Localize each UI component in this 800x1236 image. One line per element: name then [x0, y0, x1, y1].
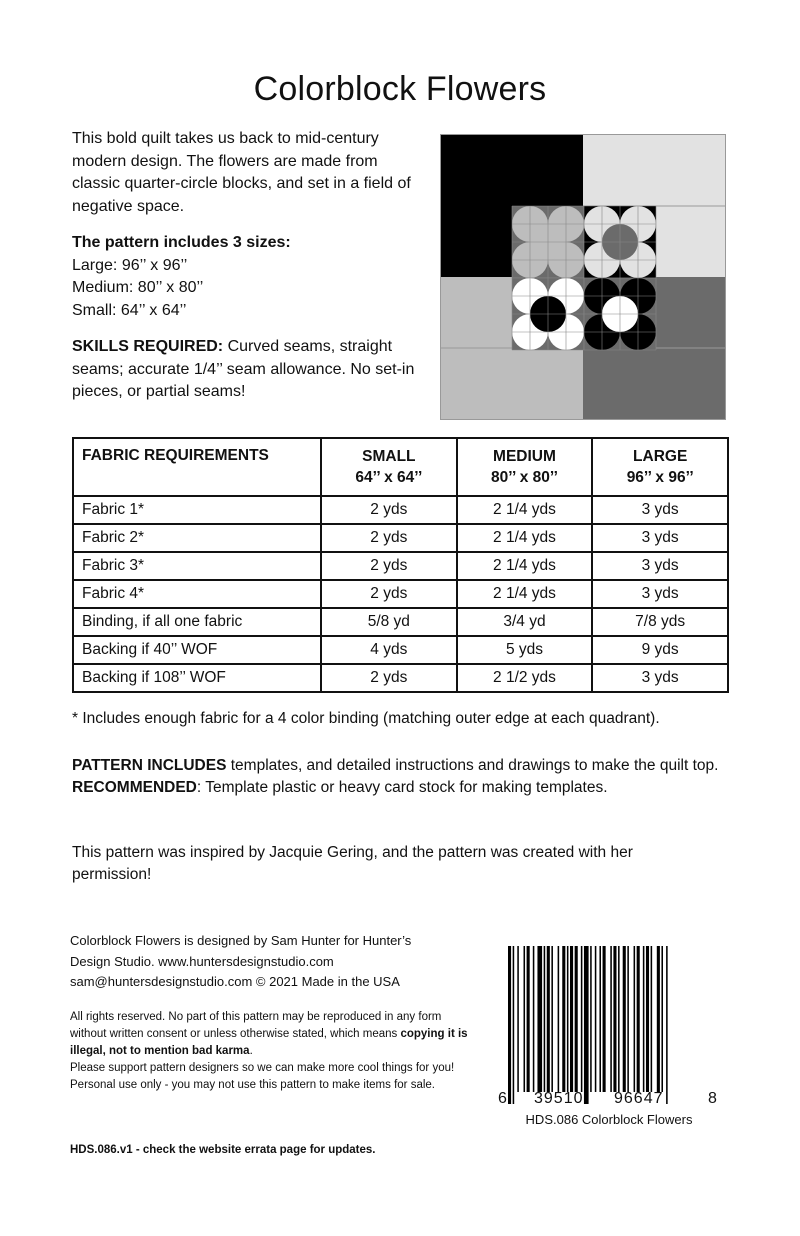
cell-small: 2 yds: [321, 580, 457, 608]
skills-block: [72, 336, 422, 404]
skills-label: SKILLS REQUIRED:: [72, 338, 224, 355]
rights-bold: copying it is illegal, not to mention bad karma: [70, 1028, 468, 1057]
size-small: Small: 64’’ x 64’’: [72, 301, 187, 319]
cell-small: 4 yds: [321, 636, 457, 664]
table-row: [73, 580, 728, 608]
barcode-group-2: 96647: [614, 1090, 664, 1107]
cell-medium: 2 1/4 yds: [457, 524, 593, 552]
barcode-bar: [634, 946, 636, 1092]
quilt-block: [583, 348, 725, 419]
barcode-bar: [562, 946, 565, 1092]
barcode-digit-last: 8: [708, 1090, 717, 1107]
row-label: Backing if 108’’ WOF: [73, 664, 321, 692]
fabric-requirements-table: [72, 437, 729, 693]
row-label: Binding, if all one fabric: [73, 608, 321, 636]
rights-line: Personal use only - you may not use this pattern to make items for sale.: [70, 1079, 435, 1091]
barcode-bar: [618, 946, 620, 1092]
barcode-bar: [627, 946, 629, 1092]
row-label: Fabric 1*: [73, 496, 321, 524]
barcode-bar: [547, 946, 550, 1092]
barcode-bar: [533, 946, 535, 1092]
page-title: Colorblock Flowers: [253, 70, 547, 108]
row-label: Backing if 40’’ WOF: [73, 636, 321, 664]
barcode-caption: HDS.086 Colorblock Flowers: [525, 1112, 693, 1127]
table-header-row: [73, 438, 728, 496]
barcode-bar: [508, 946, 511, 1104]
row-label: Fabric 3*: [73, 552, 321, 580]
inspired-note: This pattern was inspired by Jacquie Gering, and the pattern was created with her permission!: [72, 844, 633, 883]
cell-medium: 5 yds: [457, 636, 593, 664]
row-label: Fabric 2*: [73, 524, 321, 552]
recommended-text: : Template plastic or heavy card stock for making templates.: [196, 779, 608, 796]
recommended-line: [72, 777, 752, 799]
quilt-block: [441, 348, 583, 419]
rights-notice: [70, 1009, 480, 1094]
cell-small: 2 yds: [321, 496, 457, 524]
cell-small: 2 yds: [321, 552, 457, 580]
version-note: HDS.086.v1 - check the website errata page for updates.: [70, 1144, 376, 1156]
description: This bold quilt takes us back to mid-century modern design. The flowers are made from classic quarter-circle blocks, and set in a field of negative space.: [72, 130, 411, 215]
barcode-bar: [527, 946, 530, 1092]
barcode-bar: [637, 946, 640, 1092]
cell-large: 3 yds: [592, 580, 728, 608]
table-row: [73, 608, 728, 636]
barcode-bar: [558, 946, 560, 1092]
recommended-label: RECOMMENDED: [72, 779, 197, 796]
barcode-bar: [581, 946, 583, 1092]
quilt-block: [583, 135, 725, 206]
cell-medium: 2 1/4 yds: [457, 496, 593, 524]
barcode-bar: [544, 946, 546, 1092]
barcode-bar: [651, 946, 653, 1092]
header-small: SMALL 64’’ x 64’’: [321, 438, 457, 496]
cell-medium: 2 1/2 yds: [457, 664, 593, 692]
quilt-illustration: [440, 134, 726, 420]
barcode-bar: [551, 946, 553, 1092]
barcode-bar: [575, 946, 578, 1092]
cell-large: 3 yds: [592, 664, 728, 692]
cell-large: 3 yds: [592, 496, 728, 524]
barcode-bar: [537, 946, 542, 1092]
barcode-bar: [603, 946, 606, 1092]
barcode-group-1: 39510: [534, 1090, 584, 1107]
cell-medium: 2 1/4 yds: [457, 580, 593, 608]
cell-small: 2 yds: [321, 524, 457, 552]
barcode-bar: [613, 946, 616, 1092]
barcode-bar: [584, 946, 589, 1104]
barcode-bar: [513, 946, 515, 1104]
cell-large: 3 yds: [592, 524, 728, 552]
barcode-bar: [517, 946, 519, 1092]
barcode-bar: [570, 946, 573, 1092]
footnote: * Includes enough fabric for a 4 color binding (matching outer edge at each quadrant).: [72, 710, 660, 727]
barcode-bar: [595, 946, 597, 1092]
intro-section: [72, 128, 422, 418]
barcode-bar: [524, 946, 526, 1092]
barcode-bar: [666, 946, 668, 1104]
includes-text: templates, and detailed instructions and drawings to make the quilt top.: [226, 757, 719, 774]
includes-label: PATTERN INCLUDES: [72, 757, 227, 774]
quilt-svg: [441, 135, 725, 419]
cell-small: 5/8 yd: [321, 608, 457, 636]
table-row: [73, 664, 728, 692]
cell-small: 2 yds: [321, 664, 457, 692]
credit-line: sam@huntersdesignstudio.com © 2021 Made in the USA: [70, 974, 400, 989]
credit-line: Colorblock Flowers is designed by Sam Hunter for Hunter’s: [70, 933, 412, 948]
barcode-bar: [657, 946, 660, 1092]
barcode: [496, 946, 722, 1136]
table-row: [73, 552, 728, 580]
header-fabric-requirements: FABRIC REQUIREMENTS: [73, 438, 321, 496]
header-large: LARGE 96’’ x 96’’: [592, 438, 728, 496]
size-medium: Medium: 80’’ x 80’’: [72, 279, 204, 296]
row-label: Fabric 4*: [73, 580, 321, 608]
header-medium: MEDIUM 80’’ x 80’’: [457, 438, 593, 496]
size-large: Large: 96’’ x 96’’: [72, 256, 188, 274]
barcode-bar: [623, 946, 626, 1092]
cell-large: 7/8 yds: [592, 608, 728, 636]
rights-line: Please support pattern designers so we can make more cool things for you!: [70, 1062, 455, 1074]
cell-medium: 2 1/4 yds: [457, 552, 593, 580]
rights-line: All rights reserved. No part of this pattern may be reproduced in any form without written consent or unless otherwise stated, which means copying it is illegal, not to mention bad karma.: [70, 1011, 468, 1057]
table-row: [73, 524, 728, 552]
skills-text: Curved seams, straight seams; accurate 1/4’’ seam allowance. No set-in pieces, or partial seams!: [72, 338, 415, 400]
pattern-includes: [72, 755, 752, 799]
barcode-bar: [599, 946, 601, 1092]
includes-line: [72, 755, 752, 777]
barcode-bar: [661, 946, 663, 1092]
barcode-digit-first: 6: [498, 1090, 507, 1107]
credit-line: Design Studio. www.huntersdesignstudio.com: [70, 953, 334, 969]
barcode-bar: [646, 946, 649, 1092]
cell-medium: 3/4 yd: [457, 608, 593, 636]
barcode-bar: [610, 946, 612, 1092]
barcode-bar: [643, 946, 645, 1092]
cell-large: 3 yds: [592, 552, 728, 580]
table-row: [73, 636, 728, 664]
sizes-heading: The pattern includes 3 sizes:: [72, 234, 291, 251]
cell-large: 9 yds: [592, 636, 728, 664]
barcode-bars: [496, 946, 722, 1106]
table-row: [73, 496, 728, 524]
designer-credit: [70, 931, 470, 993]
barcode-bar: [567, 946, 569, 1092]
sizes-block: [72, 232, 422, 322]
barcode-bar: [590, 946, 592, 1092]
